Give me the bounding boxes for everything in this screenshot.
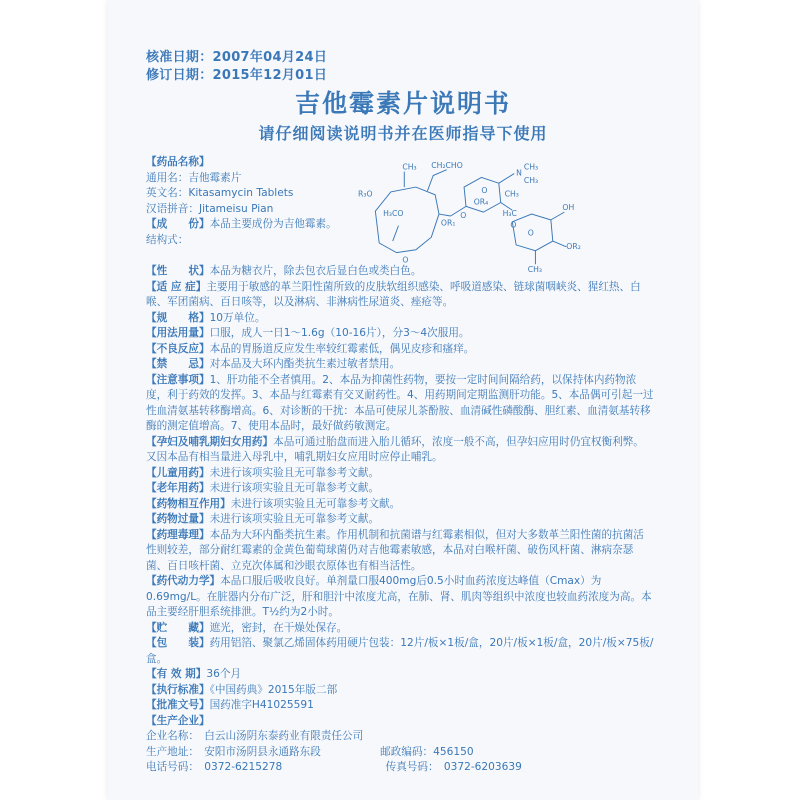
ch2cho-label: CH₂CHO: [431, 160, 463, 170]
section-text: 未进行该项实验且无可靠参考文献。: [209, 482, 380, 494]
section-label: 【儿童用药】: [146, 466, 210, 479]
manufacturer-company: 企业名称： 白云山汤阴东泰药业有限责任公司: [146, 730, 364, 742]
section-pharmacokinetics: [146, 574, 654, 621]
section-label: 【注意事项】: [146, 373, 210, 386]
section-specification: [146, 311, 654, 327]
section-text: 未进行该项实验且无可靠参考文献。: [209, 513, 380, 525]
section-label: 【包 装】: [146, 637, 210, 649]
section-dosage: [146, 326, 654, 342]
ch3-bottom-label: CH₃: [527, 264, 542, 274]
page-subtitle: 请仔细阅读说明书并在医师指导下使用: [258, 124, 548, 143]
section-label: 【药物相互作用】: [146, 497, 231, 510]
ring-o-label: O: [481, 185, 488, 195]
section-text: 本品的胃肠道反应发生率较红霉素低，偶见皮疹和瘙痒。: [209, 342, 475, 355]
section-label: 【孕妇及哺乳期妇女用药】: [146, 435, 274, 448]
section-text: 36个月: [206, 668, 242, 680]
section-interactions: [146, 497, 654, 513]
section-label: 【药理毒理】: [146, 528, 210, 541]
drug-name-block: [146, 155, 376, 248]
section-packaging: [146, 636, 654, 667]
section-adverse-reactions: [146, 342, 654, 358]
section-label: 【用法用量】: [146, 327, 210, 339]
section-label: 【性 状】: [146, 265, 210, 277]
section-text: 未进行该项实验且无可靠参考文献。: [230, 497, 401, 510]
ingredients-row: [146, 217, 376, 233]
section-overdose: [146, 512, 654, 528]
section-label: 【适 应 症】: [146, 280, 207, 293]
h3c-label: H₃C: [502, 209, 517, 218]
section-text: 本品口服后吸收良好。单剂量口服400mg后0.5小时血药浓度达峰值（Cmax）为0.69mg/L。在脏器内分布广泛，肝和胆汁中浓度尤高，在肺、肾、肌肉等组织中浓度也较血药浓度为高。本品主要经肝胆系统排泄。T½约为2小时。: [146, 575, 652, 618]
manufacturer-phone: 电话号码： 0372-6215278: [146, 761, 283, 773]
ch3-top-label: CH₃: [402, 162, 417, 172]
section-label: 【批准文号】: [146, 699, 210, 711]
section-pregnancy: [146, 435, 654, 466]
h3co-label: H₃CO: [383, 209, 404, 218]
revision-date: 修订日期：2015年12月01日: [146, 68, 328, 83]
section-pharmacology: [146, 528, 654, 575]
section-standard: [146, 683, 654, 699]
section-storage: [146, 621, 654, 637]
section-text: 1、肝功能不全者慎用。2、本品为抑菌性药物，要按一定时间间隔给药，以保持体内药物浓度，利于药效的发挥。3、本品与红霉素有交叉耐药性。4、用药期间定期监测肝功能。5、本品偶可引起一过性血清氨基转移酶增高。6、对诊断的干扰：本品可使尿儿茶酚胺、血清碱性磷酸酶、胆红素、血清氨基转移酶的测定值增高。7、使用本品时，最好做药敏测定。: [146, 373, 654, 432]
structure-label: 结构式：: [146, 233, 189, 246]
section-label: 【老年用药】: [146, 482, 210, 494]
n-atom-label: N: [516, 168, 522, 178]
section-label: 【药物过量】: [146, 513, 210, 525]
section-text: 本品可通过胎盘而进入胎儿循环，浓度一般不高，但孕妇应用时仍宜权衡利弊。又因本品有相当量进入母乳中，哺乳期妇女应用时应停止哺乳。: [146, 435, 644, 463]
section-appearance: [146, 264, 654, 280]
section-contraindications: [146, 357, 654, 373]
or4-label: OR₄: [473, 197, 489, 207]
o-link2-label: O: [510, 220, 517, 230]
or2-label: OR₂: [566, 241, 581, 251]
ch3-n-label: CH₃: [523, 162, 539, 172]
section-text: 未进行该项实验且无可靠参考文献。: [209, 466, 380, 479]
or1-label: OR₁: [440, 218, 456, 228]
r3o-label: R₃O: [358, 189, 373, 199]
ch3-n2-label: CH₃: [523, 176, 539, 186]
section-text: 主要用于敏感的革兰阳性菌所致的皮肤软组织感染、呼吸道感染、链球菌咽峡炎、猩红热、白喉、军团菌病、百日咳等，以及淋病、非淋病性尿道炎、痤疮等。: [146, 280, 641, 308]
generic-name: 通用名：吉他霉素片: [146, 171, 242, 184]
ch3-mid-label: CH₃: [504, 189, 519, 199]
section-text: 本品为糖衣片，除去包衣后显白色或类白色。: [209, 265, 422, 277]
manufacturer-contact-row: [146, 760, 654, 776]
section-text: 对本品及大环内酯类抗生素过敏者禁用。: [209, 358, 401, 370]
carbonyl-o-label: O: [402, 255, 409, 265]
pinyin-name: 汉语拼音：Jitameisu Pian: [146, 202, 274, 215]
section-label: 【药代动力学】: [146, 575, 221, 587]
section-geriatric: [146, 481, 654, 497]
section-precautions: [146, 373, 654, 435]
section-label: 【贮 藏】: [146, 621, 210, 634]
english-name: 英文名：Kitasamycin Tablets: [146, 187, 294, 199]
section-label: 【禁 忌】: [146, 358, 210, 370]
o-link1-label: O: [460, 210, 467, 220]
structural-formula: [358, 158, 628, 274]
drug-name-header: 【药品名称】: [146, 156, 210, 168]
section-text: 国药准字H41025591: [209, 699, 314, 711]
manufacturer-address: 生产地址： 安阳市汤阴县永通路东段: [146, 745, 321, 758]
section-label: 【规 格】: [146, 311, 210, 324]
section-text: 本品为大环内酯类抗生素。作用机制和抗菌谱与红霉素相似，但对大多数革兰阳性菌的抗菌活性则较差，部分耐红霉素的金黄色葡萄球菌仍对吉他霉素敏感，本品对白喉杆菌、破伤风杆菌、淋病奈瑟菌、百日咳杆菌、立克次体属和沙眼衣原体也有相当活性。: [146, 528, 644, 572]
section-text: 《中国药典》2015年版二部: [209, 683, 338, 696]
section-shelf-life: [146, 667, 654, 683]
oh-label: OH: [562, 203, 575, 213]
manufacturer-fax: 传真号码： 0372-6203639: [385, 761, 522, 773]
manufacturer-header: 【生产企业】: [146, 714, 210, 727]
section-label: 【执行标准】: [146, 683, 210, 696]
section-label: 【有 效 期】: [146, 668, 207, 680]
section-text: 遮光，密封，在干燥处保存。: [209, 621, 348, 634]
ingredients-text: 本品主要成份为吉他霉素。: [209, 218, 337, 230]
approval-date: 核准日期：2007年04月24日: [146, 50, 328, 65]
section-label: 【不良反应】: [146, 342, 210, 355]
page-title: 吉他霉素片说明书: [294, 89, 511, 118]
section-approval-number: [146, 698, 654, 714]
leaflet-sheet: [108, 0, 698, 800]
section-text: 口服，成人一日1～1.6g（10-16片），分3～4次服用。: [209, 327, 470, 339]
sections-list: [146, 264, 654, 776]
section-pediatric: [146, 466, 654, 482]
manufacturer-address-row: [146, 745, 654, 761]
section-text: 10万单位。: [209, 311, 266, 324]
sugar-o-label: O: [527, 228, 534, 238]
section-text: 药用铝箔、聚氯乙烯固体药用硬片包装：12片/板×1板/盒，20片/板×1板/盒，20片/板×75板/盒。: [146, 637, 654, 665]
section-indications: [146, 280, 654, 311]
manufacturer-postcode: 邮政编码：456150: [380, 745, 474, 758]
ingredients-label: 【成 份】: [146, 218, 210, 230]
